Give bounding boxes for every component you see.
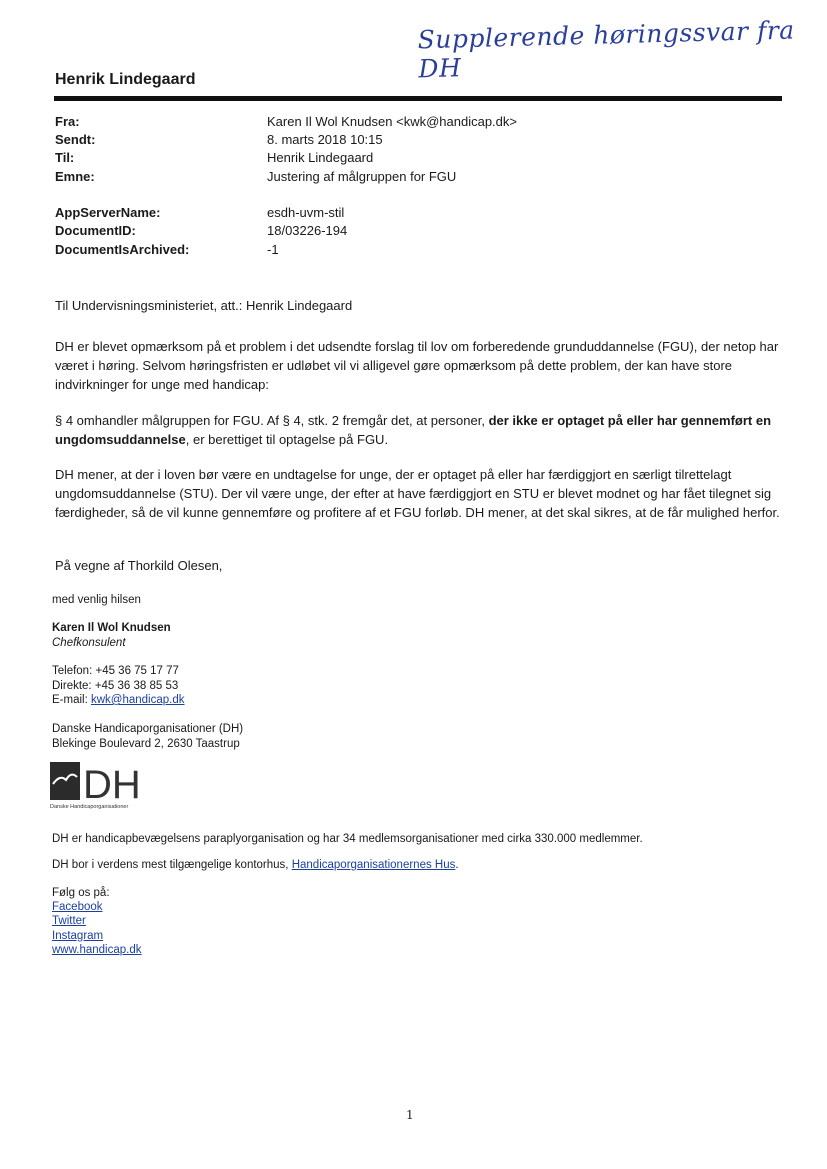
facebook-link[interactable]: Facebook — [52, 901, 103, 913]
header-rule — [54, 96, 782, 101]
from-value: Karen Il Wol Knudsen <kwk@handicap.dk> — [267, 114, 517, 129]
body-paragraph-2 — [55, 411, 790, 449]
logo-text: DH — [83, 763, 141, 807]
documentid-value: 18/03226-194 — [267, 223, 348, 238]
salutation: Til Undervisningsministeriet, att.: Henrik Lindegaard — [55, 298, 353, 313]
signature-name: Karen Il Wol Knudsen — [52, 622, 171, 634]
dh-logo-graphic — [50, 762, 160, 812]
instagram-link[interactable]: Instagram — [52, 930, 104, 942]
on-behalf-line: På vegne af Thorkild Olesen, — [55, 558, 223, 573]
logo-subtext: Danske Handicaporganisationer — [50, 804, 129, 810]
email-label: E-mail: — [52, 694, 91, 706]
appserver-label: AppServerName: — [55, 205, 161, 220]
subject-label: Emne: — [55, 169, 95, 184]
signature-direct: Direkte: +45 36 38 85 53 — [52, 680, 179, 692]
dh-logo — [50, 762, 160, 812]
appserver-value: esdh-uvm-stil — [267, 205, 345, 220]
house-suffix: . — [455, 859, 459, 871]
sender-name: Henrik Lindegaard — [55, 71, 196, 88]
sent-value: 8. marts 2018 10:15 — [267, 132, 383, 147]
body-paragraph-3: DH mener, at der i loven bør være en undtagelse for unge, der er optaget på eller har færdiggjort en særligt tilrettelagt ungdomsuddannelse (STU). Der vil være unge, der efter at have færdiggjort en STU er blevet modnet og har fået tilegnet sig færdigheder, så de vil kunne gennemføre og profitere af et FGU forløb. DH mener, at det skal sikres, at de får mulighed herfor. — [55, 467, 780, 520]
handwritten-annotation: Supplerende høringssvar fra DH — [417, 15, 795, 84]
email-link[interactable]: kwk@handicap.dk — [90, 694, 185, 706]
house-prefix: DH bor i verdens mest tilgængelige kontorhus, — [52, 859, 292, 871]
archived-value: -1 — [267, 242, 279, 257]
signature-greeting: med venlig hilsen — [52, 594, 141, 606]
paragraph-2-start: § 4 omhandler målgruppen for FGU. Af § 4, stk. 2 fremgår det, at personer, — [55, 413, 489, 428]
signature-phone: Telefon: +45 36 75 17 77 — [52, 665, 179, 677]
sent-label: Sendt: — [55, 132, 96, 147]
body-paragraph-1: DH er blevet opmærksom på et problem i det udsendte forslag til lov om forberedende grunduddannelse (FGU), der netop har været i høring. Selvom høringsfristen er udløbet vil vi alligevel gøre opmærksom på dette problem, der kan have store indvirkninger for unge med handicap: — [55, 339, 779, 392]
house-link[interactable]: Handicaporganisationernes Hus — [291, 859, 456, 871]
subject-value: Justering af målgruppen for FGU — [267, 169, 457, 184]
from-label: Fra: — [55, 114, 80, 129]
paragraph-2-emphasis: der ikke er optaget på eller har gennemført en ungdomsuddannelse — [55, 413, 772, 447]
signature-address: Blekinge Boulevard 2, 2630 Taastrup — [52, 738, 240, 750]
twitter-link[interactable]: Twitter — [52, 915, 86, 927]
house-line — [52, 858, 459, 872]
to-label: Til: — [55, 150, 75, 165]
about-dh: DH er handicapbevægelsens paraplyorganisation og har 34 medlemsorganisationer med cirka 330.000 medlemmer. — [52, 833, 643, 845]
signature-org: Danske Handicaporganisationer (DH) — [52, 723, 244, 735]
archived-label: DocumentIsArchived: — [55, 242, 190, 257]
signature-title: Chefkonsulent — [52, 637, 126, 649]
page-number: 1 — [406, 1108, 414, 1122]
follow-label: Følg os på: — [52, 887, 110, 899]
to-value: Henrik Lindegaard — [267, 150, 374, 165]
documentid-label: DocumentID: — [55, 223, 136, 238]
signature-email-line — [52, 693, 184, 707]
paragraph-2-end: , er berettiget til optagelse på FGU. — [185, 432, 389, 447]
website-link[interactable]: www.handicap.dk — [52, 944, 142, 956]
